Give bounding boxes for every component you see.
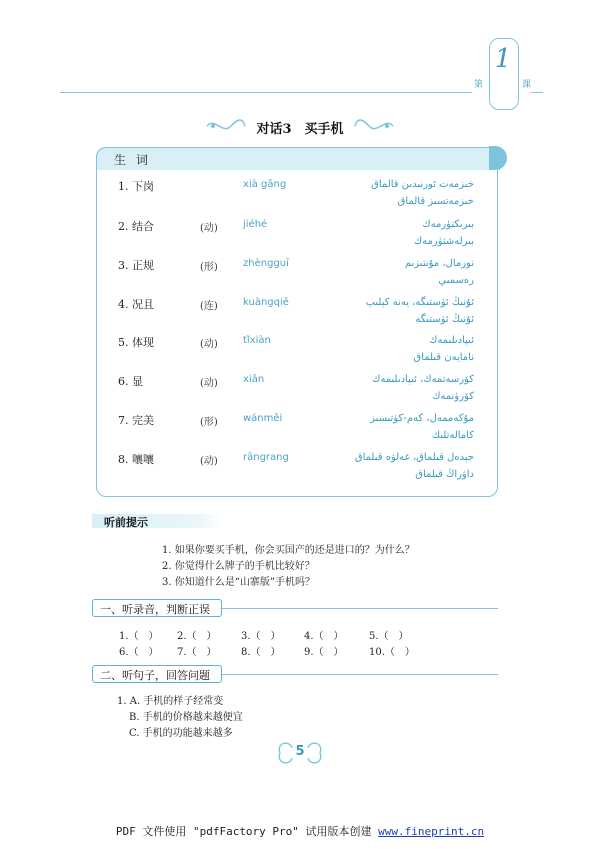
vocab-word: 8. 嚷嚷: [118, 453, 154, 466]
vocab-uyghur-line1: نورمال، مۇنتىزىم: [404, 258, 474, 269]
vocab-pos: (形): [200, 262, 218, 273]
lesson-suffix: 课: [522, 80, 532, 90]
vocab-word: 7. 完美: [118, 414, 154, 427]
vocab-uyghur-line1: كۆرسەتمەك، ئىپادىلىمەك: [372, 374, 474, 385]
vocab-uyghur-line1: جېدەل قىلماق، غەلۋە قىلماق: [354, 452, 474, 463]
vocab-pinyin: jiéhé: [243, 219, 268, 230]
vocab-pinyin: tǐxiàn: [243, 335, 271, 346]
vocab-uyghur-line2: ئۇنىڭ ئۈستىگە: [415, 314, 474, 325]
vocab-uyghur-line1: بىرىكتۈرمەك: [422, 219, 474, 230]
vocab-pinyin: xiǎn: [243, 374, 265, 385]
vocab-uyghur-line1: خىزمەت ئورنىدىن قالماق: [371, 179, 474, 190]
option-line: C. 手机的功能越来越多: [129, 728, 233, 739]
lesson-number: 1: [494, 44, 512, 74]
vocab-uyghur-line2: رەسمىي: [438, 275, 474, 286]
header-rule-right: [531, 92, 543, 93]
vocab-pos: (动): [200, 339, 218, 350]
vocab-uyghur-line2: بىرلەشتۈرمەك: [413, 236, 474, 247]
vocab-uyghur-line2: خىزمەتسىز قالماق: [397, 196, 474, 207]
vocab-pos: (连): [200, 301, 218, 312]
vocab-uyghur-line2: داۋراڭ قىلماق: [415, 469, 474, 480]
footer-link[interactable]: www.fineprint.cn: [378, 825, 485, 838]
answer-slot[interactable]: 7.（ ）: [177, 647, 217, 658]
vocab-pos: (动): [200, 378, 218, 389]
vocab-pos: (形): [200, 417, 218, 428]
vocab-word: 4. 况且: [118, 298, 154, 311]
option-line: B. 手机的价格越来越便宜: [129, 712, 243, 723]
header-rule: [60, 92, 472, 93]
section2-label: 二、听句子，回答问题: [100, 669, 210, 682]
vocab-word: 6. 显: [118, 375, 143, 388]
vocab-pos: (动): [200, 456, 218, 467]
vocab-pos: (动): [200, 223, 218, 234]
answer-slot[interactable]: 6.（ ）: [119, 647, 159, 658]
pdf-footer: [0, 823, 600, 839]
vocab-uyghur-line2: كامالەتلىك: [431, 430, 474, 441]
vocab-uyghur-line2: نامايەن قىلماق: [413, 352, 474, 363]
pre-listening-question: 2. 你觉得什么牌子的手机比较好？: [162, 561, 315, 572]
answer-slot[interactable]: 10.（ ）: [369, 647, 415, 658]
vocab-word: 1. 下岗: [118, 180, 154, 193]
answer-slot[interactable]: 8.（ ）: [241, 647, 281, 658]
vocab-pinyin: wánměi: [243, 413, 283, 424]
vocab-pinyin: rāngrang: [243, 452, 289, 463]
section1-label: 一、听录音，判断正误: [100, 603, 210, 616]
answer-slot[interactable]: 4.（ ）: [304, 631, 344, 642]
page-number: 5: [295, 744, 305, 759]
option-line: 1. A. 手机的样子经常变: [117, 696, 224, 707]
vocab-header-tab: [489, 146, 507, 170]
vocab-word: 5. 体现: [118, 336, 154, 349]
pre-listening-label: 听前提示: [104, 516, 148, 529]
vocab-word: 2. 结合: [118, 220, 154, 233]
answer-slot[interactable]: 5.（ ）: [369, 631, 409, 642]
answer-slot[interactable]: 2.（ ）: [177, 631, 217, 642]
vocab-pinyin: zhèngguī: [243, 258, 289, 269]
vocab-uyghur-line1: ئۇنىڭ ئۈستىگە، يەنە كېلىپ: [365, 297, 474, 308]
pre-listening-question: 3. 你知道什么是“山寨版”手机吗？: [162, 577, 315, 588]
answer-slot[interactable]: 3.（ ）: [241, 631, 281, 642]
vocab-uyghur-line2: كۆرۈنمەك: [432, 391, 474, 402]
vocab-uyghur-line1: مۇكەممەل، كەم-كۈتىسىز: [370, 413, 474, 424]
answer-slot[interactable]: 9.（ ）: [304, 647, 344, 658]
vocab-pinyin: xià gǎng: [243, 179, 287, 190]
dialogue-title: 对话3 买手机: [256, 122, 344, 137]
footer-text: PDF 文件使用 "pdfFactory Pro" 试用版本创建: [115, 825, 379, 838]
pre-listening-question: 1. 如果你要买手机，你会买国产的还是进口的？为什么？: [162, 545, 415, 556]
lesson-prefix: 第: [474, 80, 484, 90]
vocab-title: 生词: [114, 153, 159, 167]
vocab-word: 3. 正规: [118, 259, 154, 272]
answer-slot[interactable]: 1.（ ）: [119, 631, 159, 642]
vocab-pinyin: kuàngqiě: [243, 297, 289, 308]
vocab-uyghur-line1: ئىپادىلىمەك: [429, 335, 474, 346]
